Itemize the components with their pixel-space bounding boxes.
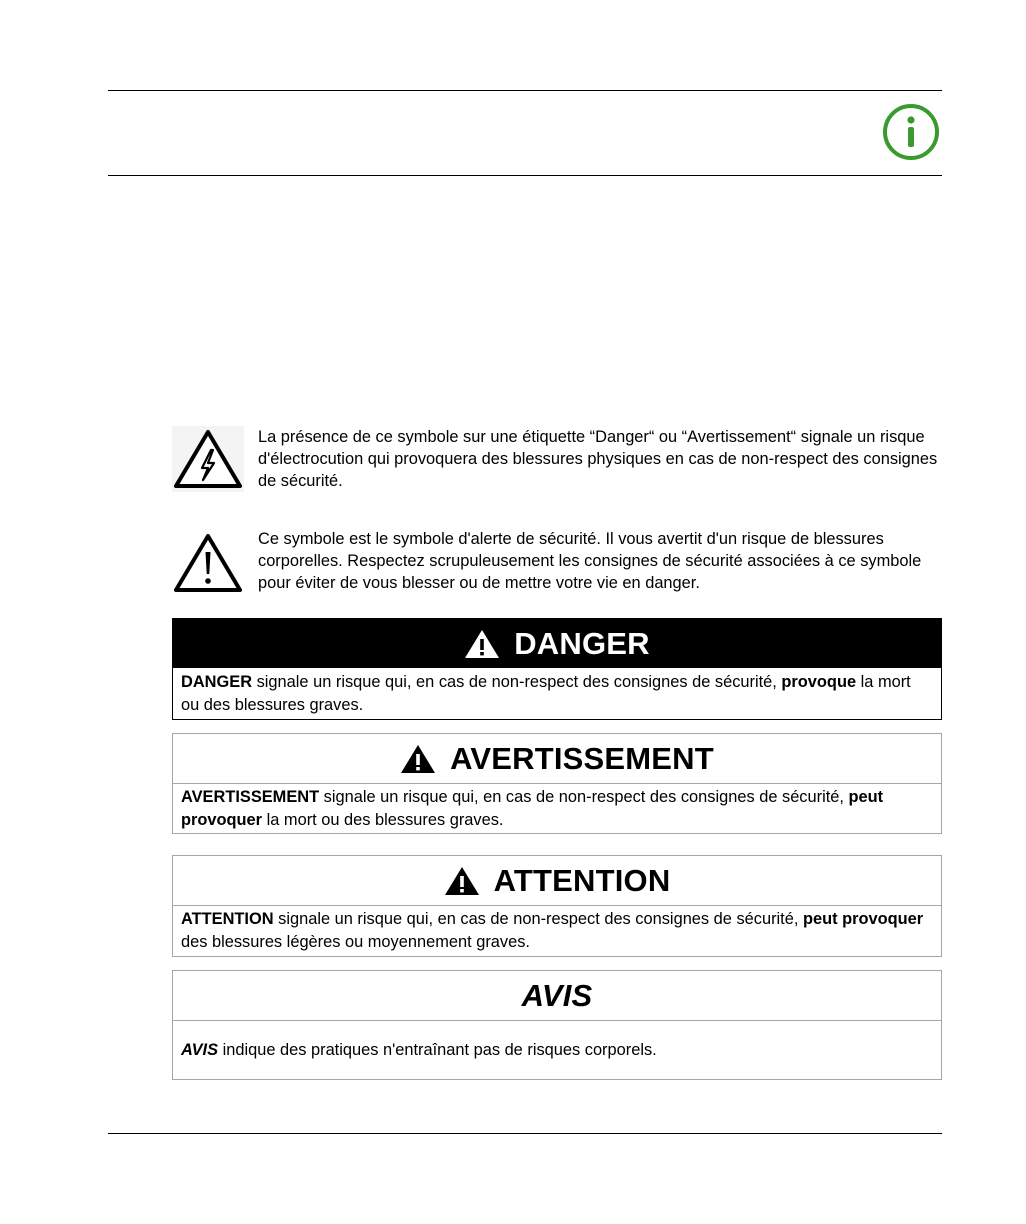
avertissement-emphasis: peut provoquer <box>181 788 884 829</box>
symbol-row-electric <box>172 426 942 498</box>
danger-title: DANGER <box>514 625 650 661</box>
avis-text <box>173 1021 941 1083</box>
danger-text-part: la mort ou des blessures graves. <box>181 673 911 714</box>
warning-triangle-icon <box>444 866 480 896</box>
symbol-description: Ce symbole est le symbole d'alerte de sécurité. Il vous avertit d'un risque de blessures corporelles. Respectez scrupuleusement les consignes de sécurité associées à ce symbole pour éviter de vous blesser ou de mettre votre vie en danger. <box>258 530 922 592</box>
avertissement-keyword: AVERTISSEMENT <box>181 788 320 806</box>
danger-message-box <box>172 618 942 720</box>
attention-text-part: signale un risque qui, en cas de non-respect des consignes de sécurité, <box>273 910 803 928</box>
header-bottom-rule <box>108 175 942 176</box>
avis-keyword: AVIS <box>181 1041 219 1059</box>
warning-triangle-icon <box>400 744 436 774</box>
danger-header <box>173 619 941 668</box>
avertissement-header <box>173 734 941 784</box>
attention-text <box>173 906 941 958</box>
safety-alert-icon <box>172 530 244 596</box>
attention-title: ATTENTION <box>493 862 671 898</box>
avertissement-message-box <box>172 733 942 834</box>
avis-header <box>173 971 941 1021</box>
attention-emphasis: peut provoquer <box>802 910 924 928</box>
avis-title: AVIS <box>521 977 593 1013</box>
attention-keyword: ATTENTION <box>181 910 274 928</box>
avertissement-text-part: signale un risque qui, en cas de non-respect des consignes de sécurité, <box>319 788 849 806</box>
attention-message-box <box>172 855 942 957</box>
avertissement-title: AVERTISSEMENT <box>450 740 714 776</box>
info-circle-icon <box>882 103 940 161</box>
danger-text <box>173 668 941 721</box>
header-top-rule <box>108 90 942 91</box>
warning-triangle-icon <box>464 629 500 659</box>
symbol-row-alert <box>172 528 942 600</box>
avis-text-part: indique des pratiques n'entraînant pas de risques corporels. <box>218 1041 657 1059</box>
attention-header <box>173 856 941 906</box>
avertissement-text-part: la mort ou des blessures graves. <box>262 811 504 829</box>
danger-keyword: DANGER <box>181 673 253 691</box>
attention-text-part: des blessures légères ou moyennement graves. <box>181 933 530 951</box>
danger-text-part: signale un risque qui, en cas de non-respect des consignes de sécurité, <box>252 673 782 691</box>
avertissement-text <box>173 784 941 836</box>
footer-rule <box>108 1133 942 1134</box>
symbol-description: La présence de ce symbole sur une étiquette “Danger“ ou “Avertissement“ signale un risque d'électrocution qui provoquera des blessures physiques en cas de non-respect des consignes de sécurité. <box>258 428 938 490</box>
avis-message-box <box>172 970 942 1080</box>
electric-hazard-icon <box>172 426 244 492</box>
danger-emphasis: provoque <box>781 673 857 691</box>
